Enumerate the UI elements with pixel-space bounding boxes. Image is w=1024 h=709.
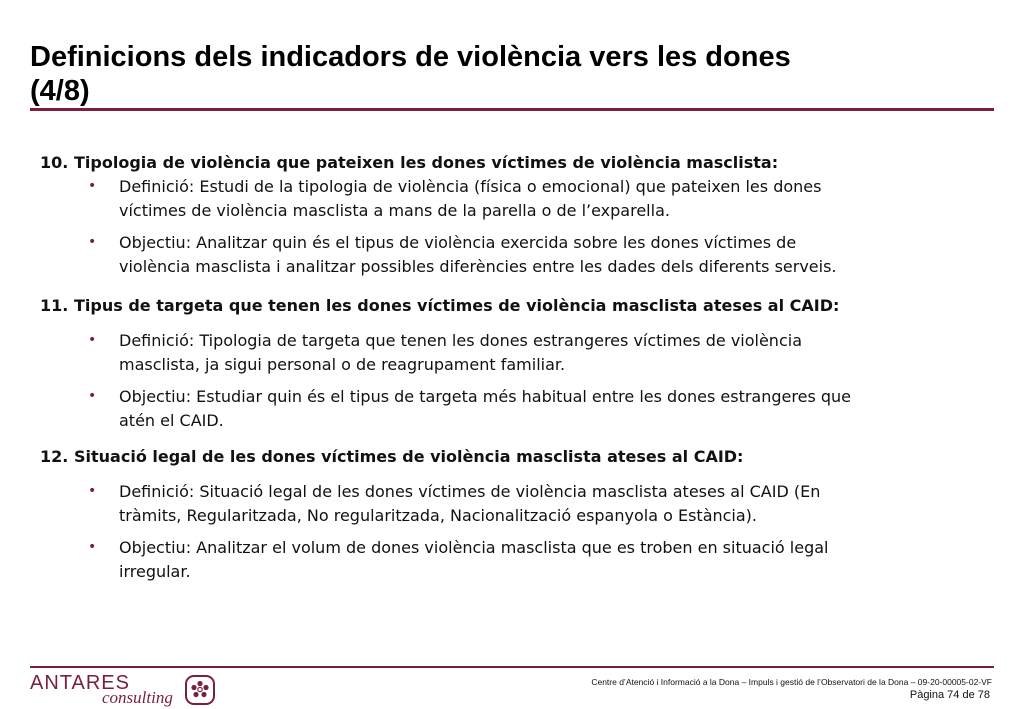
bullet-icon: •: [88, 483, 97, 499]
bullet-list: [40, 329, 1000, 432]
bullet-icon: •: [88, 332, 97, 348]
bullet-item-definition: [40, 480, 1000, 527]
bullet-text-line1: Objectiu: Analitzar quin és el tipus de violència exercida sobre les dones víctimes de: [119, 233, 797, 252]
bullet-list: [40, 480, 1000, 583]
indicator-section-12: [40, 445, 1000, 583]
bullet-icon: •: [88, 178, 97, 194]
section-heading-text: Tipus de targeta que tenen les dones víctimes de violència masclista ateses al CAID:: [74, 296, 840, 315]
section-number: 12.: [40, 447, 69, 466]
bullet-text-line1: Objectiu: Analitzar el volum de dones violència masclista que es troben en situació legal: [119, 538, 829, 557]
indicator-definitions: [40, 151, 1000, 583]
slide-title-line1: Definicions dels indicadors de violència vers les dones: [30, 41, 791, 73]
bullet-icon: •: [88, 539, 97, 555]
slide-title: [30, 40, 990, 108]
section-heading: [40, 294, 1000, 318]
bullet-text-line1: Definició: Tipologia de targeta que tenen les dones estrangeres víctimes de violència: [119, 331, 802, 350]
bullet-item-objective: [40, 385, 1000, 432]
bullet-text-line1: Definició: Estudi de la tipologia de violència (física o emocional) que pateixen les dones: [119, 177, 822, 196]
bullet-icon: •: [88, 234, 97, 250]
flower-emblem-icon: [184, 674, 216, 706]
bullet-icon: •: [88, 388, 97, 404]
indicator-section-11: [40, 294, 1000, 432]
bullet-text-line2: víctimes de violència masclista a mans de la parella o de l’exparella.: [119, 200, 670, 220]
section-heading: [40, 445, 1000, 469]
bullet-item-definition: [40, 175, 1000, 222]
document-reference: Centre d’Atenció i Informació a la Dona – Impuls i gestió de l’Observatori de la Dona – 09-20-00005-02-VF: [591, 677, 992, 687]
indicator-section-10: [40, 151, 1000, 278]
page-number: Pàgina 74 de 78: [909, 689, 990, 701]
bullet-list: [40, 175, 1000, 278]
section-number: 11.: [40, 296, 69, 315]
bullet-text-line2: masclista, ja sigui personal o de reagrupament familiar.: [119, 354, 566, 374]
section-heading-text: Situació legal de les dones víctimes de violència masclista ateses al CAID:: [74, 447, 744, 466]
bullet-text-line1: Definició: Situació legal de les dones víctimes de violència masclista ateses al CAID (En: [119, 482, 821, 501]
footer-divider: [30, 666, 994, 668]
bullet-text-line2: violència masclista i analitzar possibles diferències entre les dades dels diferents serveis.: [119, 256, 837, 276]
antares-logo: [30, 672, 230, 708]
section-heading: [40, 151, 1000, 175]
bullet-text-line2: irregular.: [119, 561, 191, 581]
bullet-item-objective: [40, 536, 1000, 583]
bullet-text-line2: atén el CAID.: [119, 410, 224, 430]
section-number: 10.: [40, 153, 69, 172]
bullet-item-definition: [40, 329, 1000, 376]
section-heading-text: Tipologia de violència que pateixen les dones víctimes de violència masclista:: [74, 153, 779, 172]
slide-title-line2: (4/8): [30, 75, 90, 107]
logo-tagline: consulting: [102, 688, 173, 707]
bullet-text-line2: tràmits, Regularitzada, No regularitzada, Nacionalització espanyola o Estància).: [119, 505, 758, 525]
bullet-text-line1: Objectiu: Estudiar quin és el tipus de targeta més habitual entre les dones estrangeres que: [119, 387, 852, 406]
title-divider: [30, 108, 994, 111]
logo-wordmark: ANTARES: [30, 672, 130, 694]
bullet-item-objective: [40, 231, 1000, 278]
